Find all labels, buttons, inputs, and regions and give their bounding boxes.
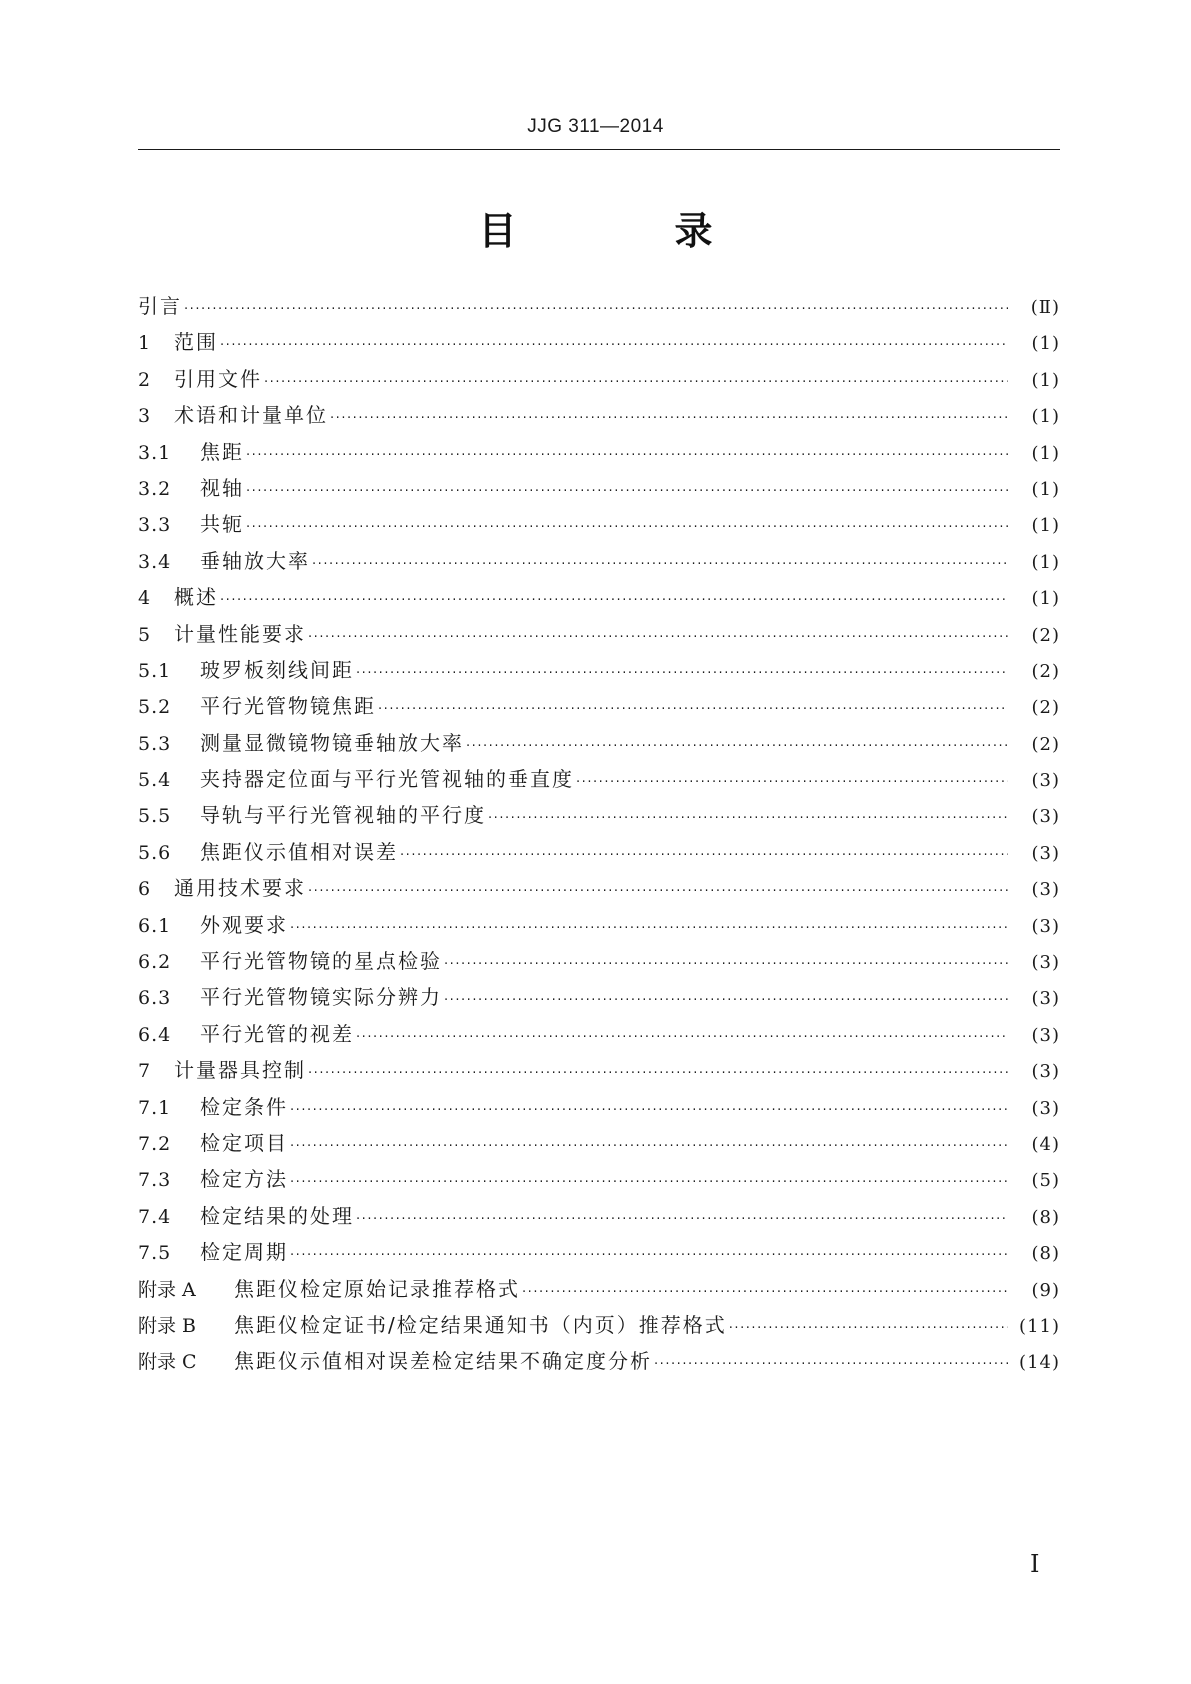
toc-entry-title: 检定条件 [200, 1094, 288, 1119]
toc-entry-title: 计量器具控制 [174, 1058, 306, 1083]
dot-leader [220, 324, 1008, 360]
toc-entry-page: (3) [1031, 1097, 1060, 1119]
toc-entry-page: (3) [1031, 879, 1060, 901]
toc-entry-number: 3 [138, 405, 152, 428]
toc-entry-page: (1) [1031, 442, 1060, 464]
toc-entry-page: (1) [1031, 333, 1060, 355]
running-header: JJG 311—2014 [527, 116, 664, 137]
toc-entry-number: 4 [138, 587, 152, 610]
toc-entry[interactable] [138, 1161, 1060, 1197]
toc-entry[interactable] [138, 870, 1060, 906]
dot-leader [356, 652, 1008, 688]
toc-entry-page: (8) [1031, 1206, 1060, 1228]
toc-entry-number: 5.4 [138, 769, 172, 792]
toc-entry-page: (1) [1031, 369, 1060, 391]
header-rule [138, 149, 1060, 150]
toc-entry-title: 测量显微镜物镜垂轴放大率 [200, 730, 464, 755]
dot-leader [400, 834, 1008, 870]
toc-entry-number: 1 [138, 332, 152, 355]
toc-entry-page: (11) [1019, 1315, 1060, 1337]
toc-entry-title: 平行光管物镜的星点检验 [200, 949, 442, 974]
dot-leader [246, 470, 1008, 506]
toc-entry[interactable] [138, 979, 1060, 1015]
toc-entry-number: 6.1 [138, 914, 172, 937]
toc-entry-title: 引用文件 [174, 366, 262, 391]
toc-entry[interactable] [138, 1016, 1060, 1052]
toc-entry[interactable] [138, 361, 1060, 397]
toc-entry-title: 外观要求 [200, 912, 288, 937]
toc-entry[interactable] [138, 834, 1060, 870]
toc-entry[interactable] [138, 1307, 1060, 1343]
toc-entry[interactable] [138, 470, 1060, 506]
toc-entry-number: 3.1 [138, 441, 172, 464]
toc-entry-title: 焦距仪示值相对误差 [200, 839, 398, 864]
toc-entry-title: 概述 [174, 585, 218, 610]
dot-leader [378, 688, 1008, 724]
toc-entry-title: 计量性能要求 [174, 621, 306, 646]
toc-entry[interactable] [138, 397, 1060, 433]
dot-leader [729, 1307, 1008, 1343]
toc-entry-title: 检定项目 [200, 1130, 288, 1155]
toc-entry-title: 共轭 [200, 512, 244, 537]
toc-entry[interactable] [138, 725, 1060, 761]
toc-entry[interactable] [138, 543, 1060, 579]
toc-entry[interactable] [138, 943, 1060, 979]
dot-leader [466, 725, 1008, 761]
toc-entry-number: 6.2 [138, 951, 172, 974]
toc-entry-number: 7.2 [138, 1132, 172, 1155]
toc-entry-title: 焦距 [200, 439, 244, 464]
dot-leader [308, 870, 1008, 906]
toc-entry-title: 平行光管物镜实际分辨力 [200, 985, 442, 1010]
toc-entry-title: 焦距仪示值相对误差检定结果不确定度分析 [234, 1349, 652, 1374]
dot-leader [246, 506, 1008, 542]
dot-leader [308, 616, 1008, 652]
toc-entry[interactable] [138, 1271, 1060, 1307]
toc-entry-title: 导轨与平行光管视轴的平行度 [200, 803, 486, 828]
toc-entry-number: 3.2 [138, 477, 172, 500]
toc-entry[interactable] [138, 616, 1060, 652]
table-of-contents [138, 288, 1060, 1380]
toc-entry-page: (5) [1031, 1170, 1060, 1192]
toc-entry-number: 附录 A [138, 1278, 196, 1301]
dot-leader [654, 1343, 1008, 1379]
toc-entry-page: (3) [1031, 770, 1060, 792]
toc-entry[interactable] [138, 652, 1060, 688]
toc-entry-title: 视轴 [200, 475, 244, 500]
toc-entry[interactable] [138, 761, 1060, 797]
toc-entry-number: 5.6 [138, 841, 172, 864]
toc-entry-page: (2) [1031, 660, 1060, 682]
dot-leader [290, 1125, 1008, 1161]
toc-entry-page: (14) [1019, 1352, 1060, 1374]
toc-entry-title: 检定方法 [200, 1167, 288, 1192]
dot-leader [308, 1052, 1008, 1088]
page-title: 目 录 [478, 209, 773, 253]
toc-entry-page: (1) [1031, 478, 1060, 500]
dot-leader [330, 397, 1008, 433]
toc-entry-number: 附录 C [138, 1351, 197, 1374]
toc-entry-page: (3) [1031, 1024, 1060, 1046]
toc-entry-title: 检定结果的处理 [200, 1203, 354, 1228]
toc-entry-number: 7.3 [138, 1169, 172, 1192]
page-number: I [1030, 1550, 1040, 1578]
toc-entry-number: 6.4 [138, 1023, 172, 1046]
toc-entry[interactable] [138, 324, 1060, 360]
toc-entry[interactable] [138, 1343, 1060, 1379]
toc-entry-page: (3) [1031, 952, 1060, 974]
toc-entry-page: (1) [1031, 588, 1060, 610]
toc-entry-number: 3.4 [138, 550, 172, 573]
toc-entry[interactable] [138, 1198, 1060, 1234]
toc-entry-number: 6.3 [138, 987, 172, 1010]
dot-leader [356, 1016, 1008, 1052]
toc-entry-page: (3) [1031, 806, 1060, 828]
toc-entry-title: 平行光管物镜焦距 [200, 694, 376, 719]
toc-entry-page: (1) [1031, 551, 1060, 573]
toc-entry-page: (3) [1031, 1061, 1060, 1083]
toc-entry-page: (3) [1031, 988, 1060, 1010]
dot-leader [488, 797, 1008, 833]
toc-entry-number: 3.3 [138, 514, 172, 537]
toc-entry-number: 附录 B [138, 1314, 197, 1337]
toc-entry-title: 检定周期 [200, 1240, 288, 1265]
toc-entry[interactable] [138, 797, 1060, 833]
toc-entry[interactable] [138, 1234, 1060, 1270]
dot-leader [444, 943, 1008, 979]
toc-entry-page: (2) [1031, 697, 1060, 719]
toc-entry-title: 引言 [138, 294, 182, 318]
dot-leader [290, 1089, 1008, 1125]
toc-entry-number: 5.2 [138, 696, 172, 719]
dot-leader [290, 907, 1008, 943]
toc-entry[interactable] [138, 434, 1060, 470]
toc-entry-title: 术语和计量单位 [174, 403, 328, 428]
toc-entry[interactable] [138, 907, 1060, 943]
toc-entry-number: 7.4 [138, 1205, 172, 1228]
toc-entry-page: (8) [1031, 1243, 1060, 1265]
dot-leader [576, 761, 1008, 797]
toc-entry-page: (9) [1031, 1279, 1060, 1301]
toc-entry-title: 垂轴放大率 [200, 548, 310, 573]
toc-entry-title: 焦距仪检定原始记录推荐格式 [234, 1276, 520, 1301]
toc-entry[interactable] [138, 506, 1060, 542]
toc-entry-title: 夹持器定位面与平行光管视轴的垂直度 [200, 767, 574, 792]
toc-entry-page: (3) [1031, 842, 1060, 864]
toc-entry-title: 通用技术要求 [174, 876, 306, 901]
toc-entry-number: 5.5 [138, 805, 172, 828]
dot-leader [290, 1234, 1008, 1270]
dot-leader [246, 434, 1008, 470]
dot-leader [312, 543, 1008, 579]
toc-entry[interactable] [138, 1089, 1060, 1125]
toc-entry-page: (1) [1031, 406, 1060, 428]
toc-entry[interactable] [138, 1052, 1060, 1088]
toc-entry[interactable] [138, 1125, 1060, 1161]
toc-entry-number: 7 [138, 1060, 152, 1083]
dot-leader [290, 1161, 1008, 1197]
toc-entry-page: (2) [1031, 733, 1060, 755]
toc-entry-title: 玻罗板刻线间距 [200, 657, 354, 682]
dot-leader [444, 979, 1008, 1015]
dot-leader [184, 288, 1008, 324]
toc-entry[interactable] [138, 688, 1060, 724]
toc-entry-number: 5.1 [138, 659, 172, 682]
toc-entry-number: 7.5 [138, 1242, 172, 1265]
toc-entry-page: (1) [1031, 515, 1060, 537]
toc-entry-number: 2 [138, 368, 152, 391]
dot-leader [264, 361, 1008, 397]
dot-leader [356, 1198, 1008, 1234]
toc-entry-title: 焦距仪检定证书/检定结果通知书（内页）推荐格式 [234, 1312, 727, 1337]
toc-entry-page: (3) [1031, 915, 1060, 937]
toc-entry-title: 范围 [174, 330, 218, 355]
dot-leader [220, 579, 1008, 615]
dot-leader [522, 1271, 1008, 1307]
toc-entry-number: 7.1 [138, 1096, 172, 1119]
toc-entry-number: 5.3 [138, 732, 172, 755]
toc-entry[interactable] [138, 579, 1060, 615]
toc-entry-title: 平行光管的视差 [200, 1021, 354, 1046]
toc-entry-number: 6 [138, 878, 152, 901]
toc-entry-page: (Ⅱ) [1030, 297, 1060, 318]
toc-entry[interactable] [138, 288, 1060, 324]
toc-entry-page: (4) [1031, 1133, 1060, 1155]
toc-entry-number: 5 [138, 623, 152, 646]
toc-entry-page: (2) [1031, 624, 1060, 646]
